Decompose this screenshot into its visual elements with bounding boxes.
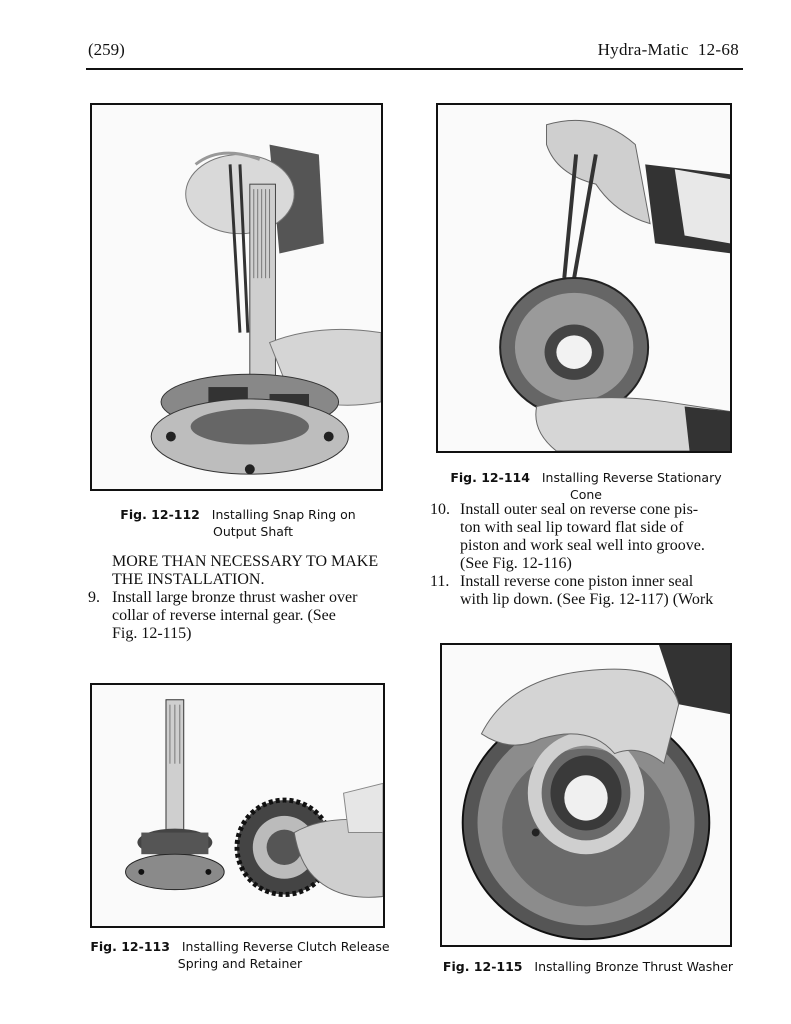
- figure-113-photo: [90, 683, 385, 928]
- figure-114-caption-text: Installing Reverse Stationary Cone: [541, 470, 722, 502]
- figure-112-caption: [96, 506, 380, 540]
- figure-112-caption-line-1: Installing Snap Ring on: [211, 507, 356, 522]
- step-10-line-1: Install outer seal on reverse cone pis-: [460, 501, 699, 518]
- figure-114-photo: [436, 103, 732, 453]
- step-10: [430, 501, 752, 573]
- running-header: [598, 40, 739, 60]
- figure-115-caption-text: Installing Bronze Thrust Washer: [534, 959, 734, 974]
- figure-112-number: Fig. 12-112: [120, 507, 200, 522]
- figure-113-caption: [90, 938, 390, 972]
- step-10-line-2: ton with seal lip toward flat side of: [460, 519, 684, 536]
- step-9: [88, 589, 393, 643]
- header-rule: [86, 68, 743, 70]
- bronze-thrust-washer-illustration: [442, 645, 730, 945]
- figure-115-photo: [440, 643, 732, 947]
- step-10-line-4: (See Fig. 12-116): [460, 555, 572, 572]
- step-9-line-2: collar of reverse internal gear. (See: [112, 607, 336, 624]
- figure-115-caption: [438, 958, 738, 975]
- page-reference: 12-68: [697, 40, 739, 59]
- figure-113-caption-line-1: Installing Reverse Clutch Release: [181, 939, 390, 954]
- step-9-number: 9.: [88, 589, 100, 606]
- page-number: (259): [88, 40, 125, 59]
- figure-115-number: Fig. 12-115: [442, 959, 523, 974]
- step-9-line-3: Fig. 12-115): [112, 625, 192, 642]
- left-column-text: [88, 553, 393, 643]
- figure-114-number: Fig. 12-114: [450, 470, 530, 485]
- step-11-line-2: with lip down. (See Fig. 12-117) (Work: [460, 591, 714, 608]
- step-9-line-1: Install large bronze thrust washer over: [112, 589, 358, 606]
- figure-112-photo: [90, 103, 383, 491]
- snap-ring-installation-illustration: [92, 105, 381, 489]
- step-10-line-3: piston and work seal well into groove.: [460, 537, 705, 554]
- figure-113-caption-line-2: Spring and Retainer: [177, 956, 303, 971]
- step-11-line-1: Install reverse cone piston inner seal: [460, 573, 694, 590]
- section-title: Hydra-Matic: [597, 40, 689, 59]
- figure-114-caption: [436, 469, 736, 503]
- reverse-stationary-cone-illustration: [438, 105, 730, 451]
- figure-113-number: Fig. 12-113: [90, 939, 170, 954]
- continuation-line-1: MORE THAN NECESSARY TO MAKE: [112, 553, 379, 570]
- right-column-text: [430, 501, 752, 609]
- continuation-line-2: THE INSTALLATION.: [112, 571, 265, 588]
- figure-112-caption-line-2: Output Shaft: [213, 524, 293, 539]
- reverse-clutch-spring-illustration: [92, 685, 383, 926]
- step-11-number: 11.: [430, 573, 450, 590]
- step-11: [430, 573, 752, 609]
- step-10-number: 10.: [430, 501, 450, 518]
